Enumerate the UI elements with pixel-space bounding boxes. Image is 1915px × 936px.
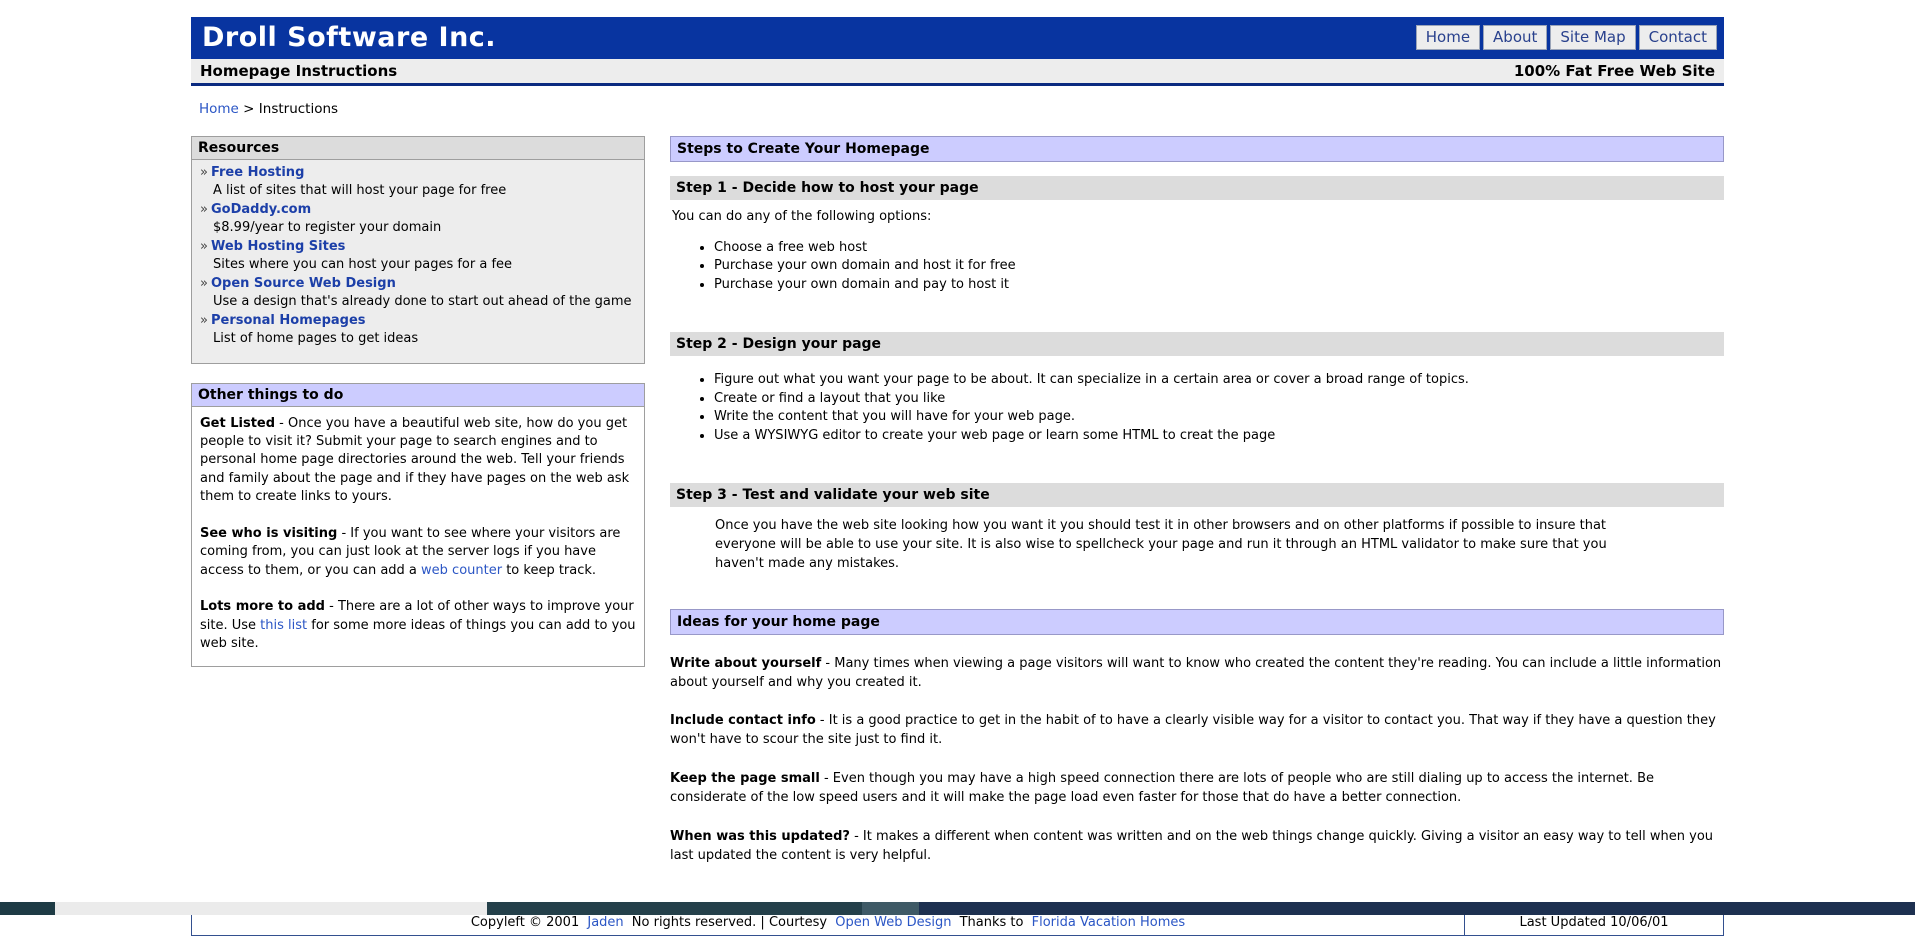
- guillemet-bullet-icon: »: [200, 312, 208, 328]
- breadcrumb-separator: >: [238, 101, 259, 117]
- steps-section-header: Steps to Create Your Homepage: [670, 136, 1724, 162]
- lots-more-to-add-paragraph: Lots more to add - There are a lot of other ways to improve your site. Use this list for some more ideas of things you can add to you web site.: [200, 599, 636, 652]
- resource-description: Use a design that's already done to start out ahead of the game: [213, 294, 632, 310]
- step1-intro: You can do any of the following options:: [672, 209, 932, 224]
- include-contact-info-paragraph: Include contact info - It is a good practice to get in the habit of to have a clearly visible way for a visitor to contact you. That way if they have a question they won't have to scour the site just to find it.: [670, 713, 1716, 748]
- page-container: [191, 0, 1724, 936]
- resource-description: Sites where you can host your pages for a fee: [213, 257, 513, 273]
- other-things-title: Other things to do: [192, 384, 644, 407]
- web-hosting-sites-link[interactable]: Web Hosting Sites: [210, 238, 346, 254]
- open-source-web-design-link[interactable]: Open Source Web Design: [210, 275, 396, 291]
- sidebar: [191, 136, 645, 686]
- footer-last-updated: Last Updated 10/06/01: [1519, 915, 1669, 931]
- step2-bullet-list: [714, 371, 1724, 445]
- personal-homepages-link[interactable]: Personal Homepages: [210, 312, 366, 328]
- resources-title: Resources: [192, 137, 644, 160]
- resources-box: [191, 136, 645, 364]
- step3-header: Step 3 - Test and validate your web site: [670, 483, 1724, 507]
- jaden-link[interactable]: Jaden: [587, 915, 624, 931]
- when-updated-paragraph: When was this updated? - It makes a different when content was written and on the web things change quickly. Giving a visitor an easy way to tell when you last updated the content is very helpful.: [670, 828, 1714, 863]
- nav-home-button[interactable]: Home: [1416, 25, 1480, 50]
- step1-bullet-list: [714, 239, 1724, 294]
- resource-description: $8.99/year to register your domain: [213, 220, 442, 236]
- breadcrumb: [199, 101, 1724, 117]
- resource-description: List of home pages to get ideas: [213, 331, 419, 347]
- footer-copyright: Copyleft © 2001 Jaden No rights reserved. | Courtesy Open Web Design Thanks to Florida Vacation Homes: [192, 910, 1465, 935]
- breadcrumb-home-link[interactable]: Home: [199, 101, 239, 117]
- list-item: [200, 275, 636, 312]
- this-list-link[interactable]: this list: [260, 617, 308, 633]
- step3-paragraph: Once you have the web site looking how you want it you should test it in other browsers and on other platforms if possible to insure that everyone will be able to use your site. It is also wise to spellcheck your page and run it through an HTML validator to make sure that you haven't made any mistakes.: [715, 518, 1607, 571]
- sub-header-bar: [191, 59, 1724, 86]
- page-title: Homepage Instructions: [200, 62, 398, 80]
- site-title: Droll Software Inc.: [202, 22, 497, 53]
- list-item: • Choose a free web host: [714, 239, 1724, 257]
- list-item: [200, 201, 636, 238]
- breadcrumb-current: Instructions: [258, 101, 339, 117]
- top-nav: [1416, 25, 1717, 50]
- taskbar[interactable]: [0, 902, 1915, 915]
- free-hosting-link[interactable]: Free Hosting: [210, 165, 305, 180]
- nav-about-button[interactable]: About: [1483, 25, 1547, 50]
- main-content: [670, 136, 1724, 865]
- godaddy-link[interactable]: GoDaddy.com: [210, 201, 312, 217]
- guillemet-bullet-icon: »: [200, 201, 208, 217]
- list-item: [200, 312, 636, 349]
- resource-description: A list of sites that will host your page for free: [213, 183, 507, 199]
- open-web-design-link[interactable]: Open Web Design: [835, 915, 952, 931]
- ideas-section-header: Ideas for your home page: [670, 609, 1724, 635]
- list-item: • Write the content that you will have for your web page.: [714, 408, 1724, 426]
- step2-header: Step 2 - Design your page: [670, 332, 1724, 356]
- guillemet-bullet-icon: »: [200, 165, 208, 180]
- guillemet-bullet-icon: »: [200, 275, 208, 291]
- nav-sitemap-button[interactable]: Site Map: [1550, 25, 1635, 50]
- other-things-body: [192, 407, 644, 666]
- florida-vacation-homes-link[interactable]: Florida Vacation Homes: [1031, 915, 1186, 931]
- list-item: • Figure out what you want your page to be about. It can specialize in a certain area or cover a broad range of topics.: [714, 371, 1724, 389]
- nav-contact-button[interactable]: Contact: [1639, 25, 1717, 50]
- list-item: • Create or find a layout that you like: [714, 390, 1724, 408]
- get-listed-paragraph: Get Listed - Once you have a beautiful web site, how do you get people to visit it? Submit your page to search engines and to personal home page directories around the web. Tell your friends and family about the page and if they have pages on the web ask them to create links to yours.: [200, 415, 630, 505]
- list-item: [200, 164, 636, 201]
- site-header: [191, 17, 1724, 59]
- step1-header: Step 1 - Decide how to host your page: [670, 176, 1724, 200]
- list-item: [200, 238, 636, 275]
- resources-list: [192, 160, 644, 363]
- list-item: • Use a WYSIWYG editor to create your web page or learn some HTML to creat the page: [714, 427, 1724, 445]
- list-item: • Purchase your own domain and pay to host it: [714, 276, 1724, 294]
- write-about-yourself-paragraph: Write about yourself - Many times when viewing a page visitors will want to know who created the content they're reading. You can include a little information about yourself and why you created it.: [670, 655, 1722, 690]
- keep-page-small-paragraph: Keep the page small - Even though you may have a high speed connection there are lots of people who are still dialing up to access the internet. Be considerate of the low speed users and it will make the page load even faster for those that do have a better connection.: [670, 771, 1654, 805]
- tagline: 100% Fat Free Web Site: [1513, 62, 1715, 80]
- web-counter-link[interactable]: web counter: [421, 562, 503, 578]
- other-things-box: [191, 383, 645, 667]
- list-item: • Purchase your own domain and host it for free: [714, 257, 1724, 275]
- see-who-is-visiting-paragraph: See who is visiting - If you want to see where your visitors are coming from, you can just look at the server logs if you have access to them, or you can add a web counter to keep track.: [200, 525, 621, 578]
- guillemet-bullet-icon: »: [200, 238, 208, 254]
